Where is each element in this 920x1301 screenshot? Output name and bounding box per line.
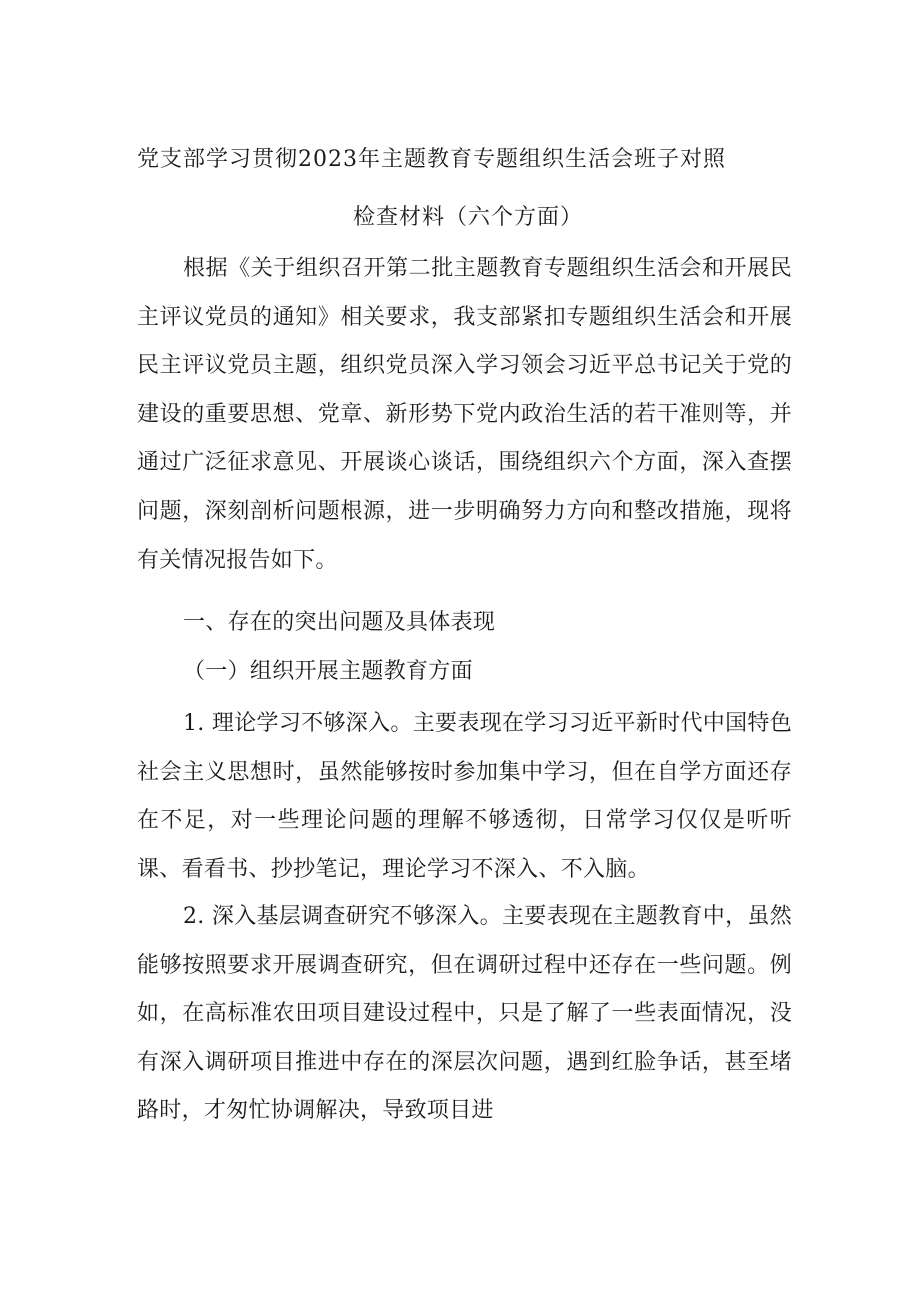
section-heading: 一、存在的突出问题及具体表现 xyxy=(183,610,496,635)
item-1-paragraph: 1. 理论学习不够深入。主要表现在学习习近平新时代中国特色社会主义思想时，虽然能够按时参加集中学习，但在自学方面还存在不足，对一些理论问题的理解不够透彻，日常学习仅仅是听听课、看看书、抄抄笔记，理论学习不深入、不入脑。 xyxy=(137,711,792,882)
document-title-line-1: 党支部学习贯彻2023年主题教育专题组织生活会班子对照 xyxy=(137,147,726,172)
document-title-line-2: 检查材料（六个方面） xyxy=(353,205,584,230)
subsection-heading: （一）组织开展主题教育方面 xyxy=(183,659,473,684)
item-2-paragraph: 2. 深入基层调查研究不够深入。主要表现在主题教育中，虽然能够按照要求开展调查研究，但在调研过程中还存在一些问题。例如，在高标准农田项目建设过程中，只是了解了一些表面情况，没有深入调研项目推进中存在的深层次问题，遇到红脸争话，甚至堵路时，才匆忙协调解决，导致项目进 xyxy=(137,904,792,1124)
intro-paragraph: 根据《关于组织召开第二批主题教育专题组织生活会和开展民主评议党员的通知》相关要求，我支部紧扣专题组织生活会和开展民主评议党员主题，组织党员深入学习领会习近平总书记关于党的建设的重要思想、党章、新形势下党内政治生活的若干准则等，并通过广泛征求意见、开展谈心谈话，围绕组织六个方面，深入查摆问题，深刻剖析问题根源，进一步明确努力方向和整改措施，现将有关情况报告如下。 xyxy=(137,256,792,573)
